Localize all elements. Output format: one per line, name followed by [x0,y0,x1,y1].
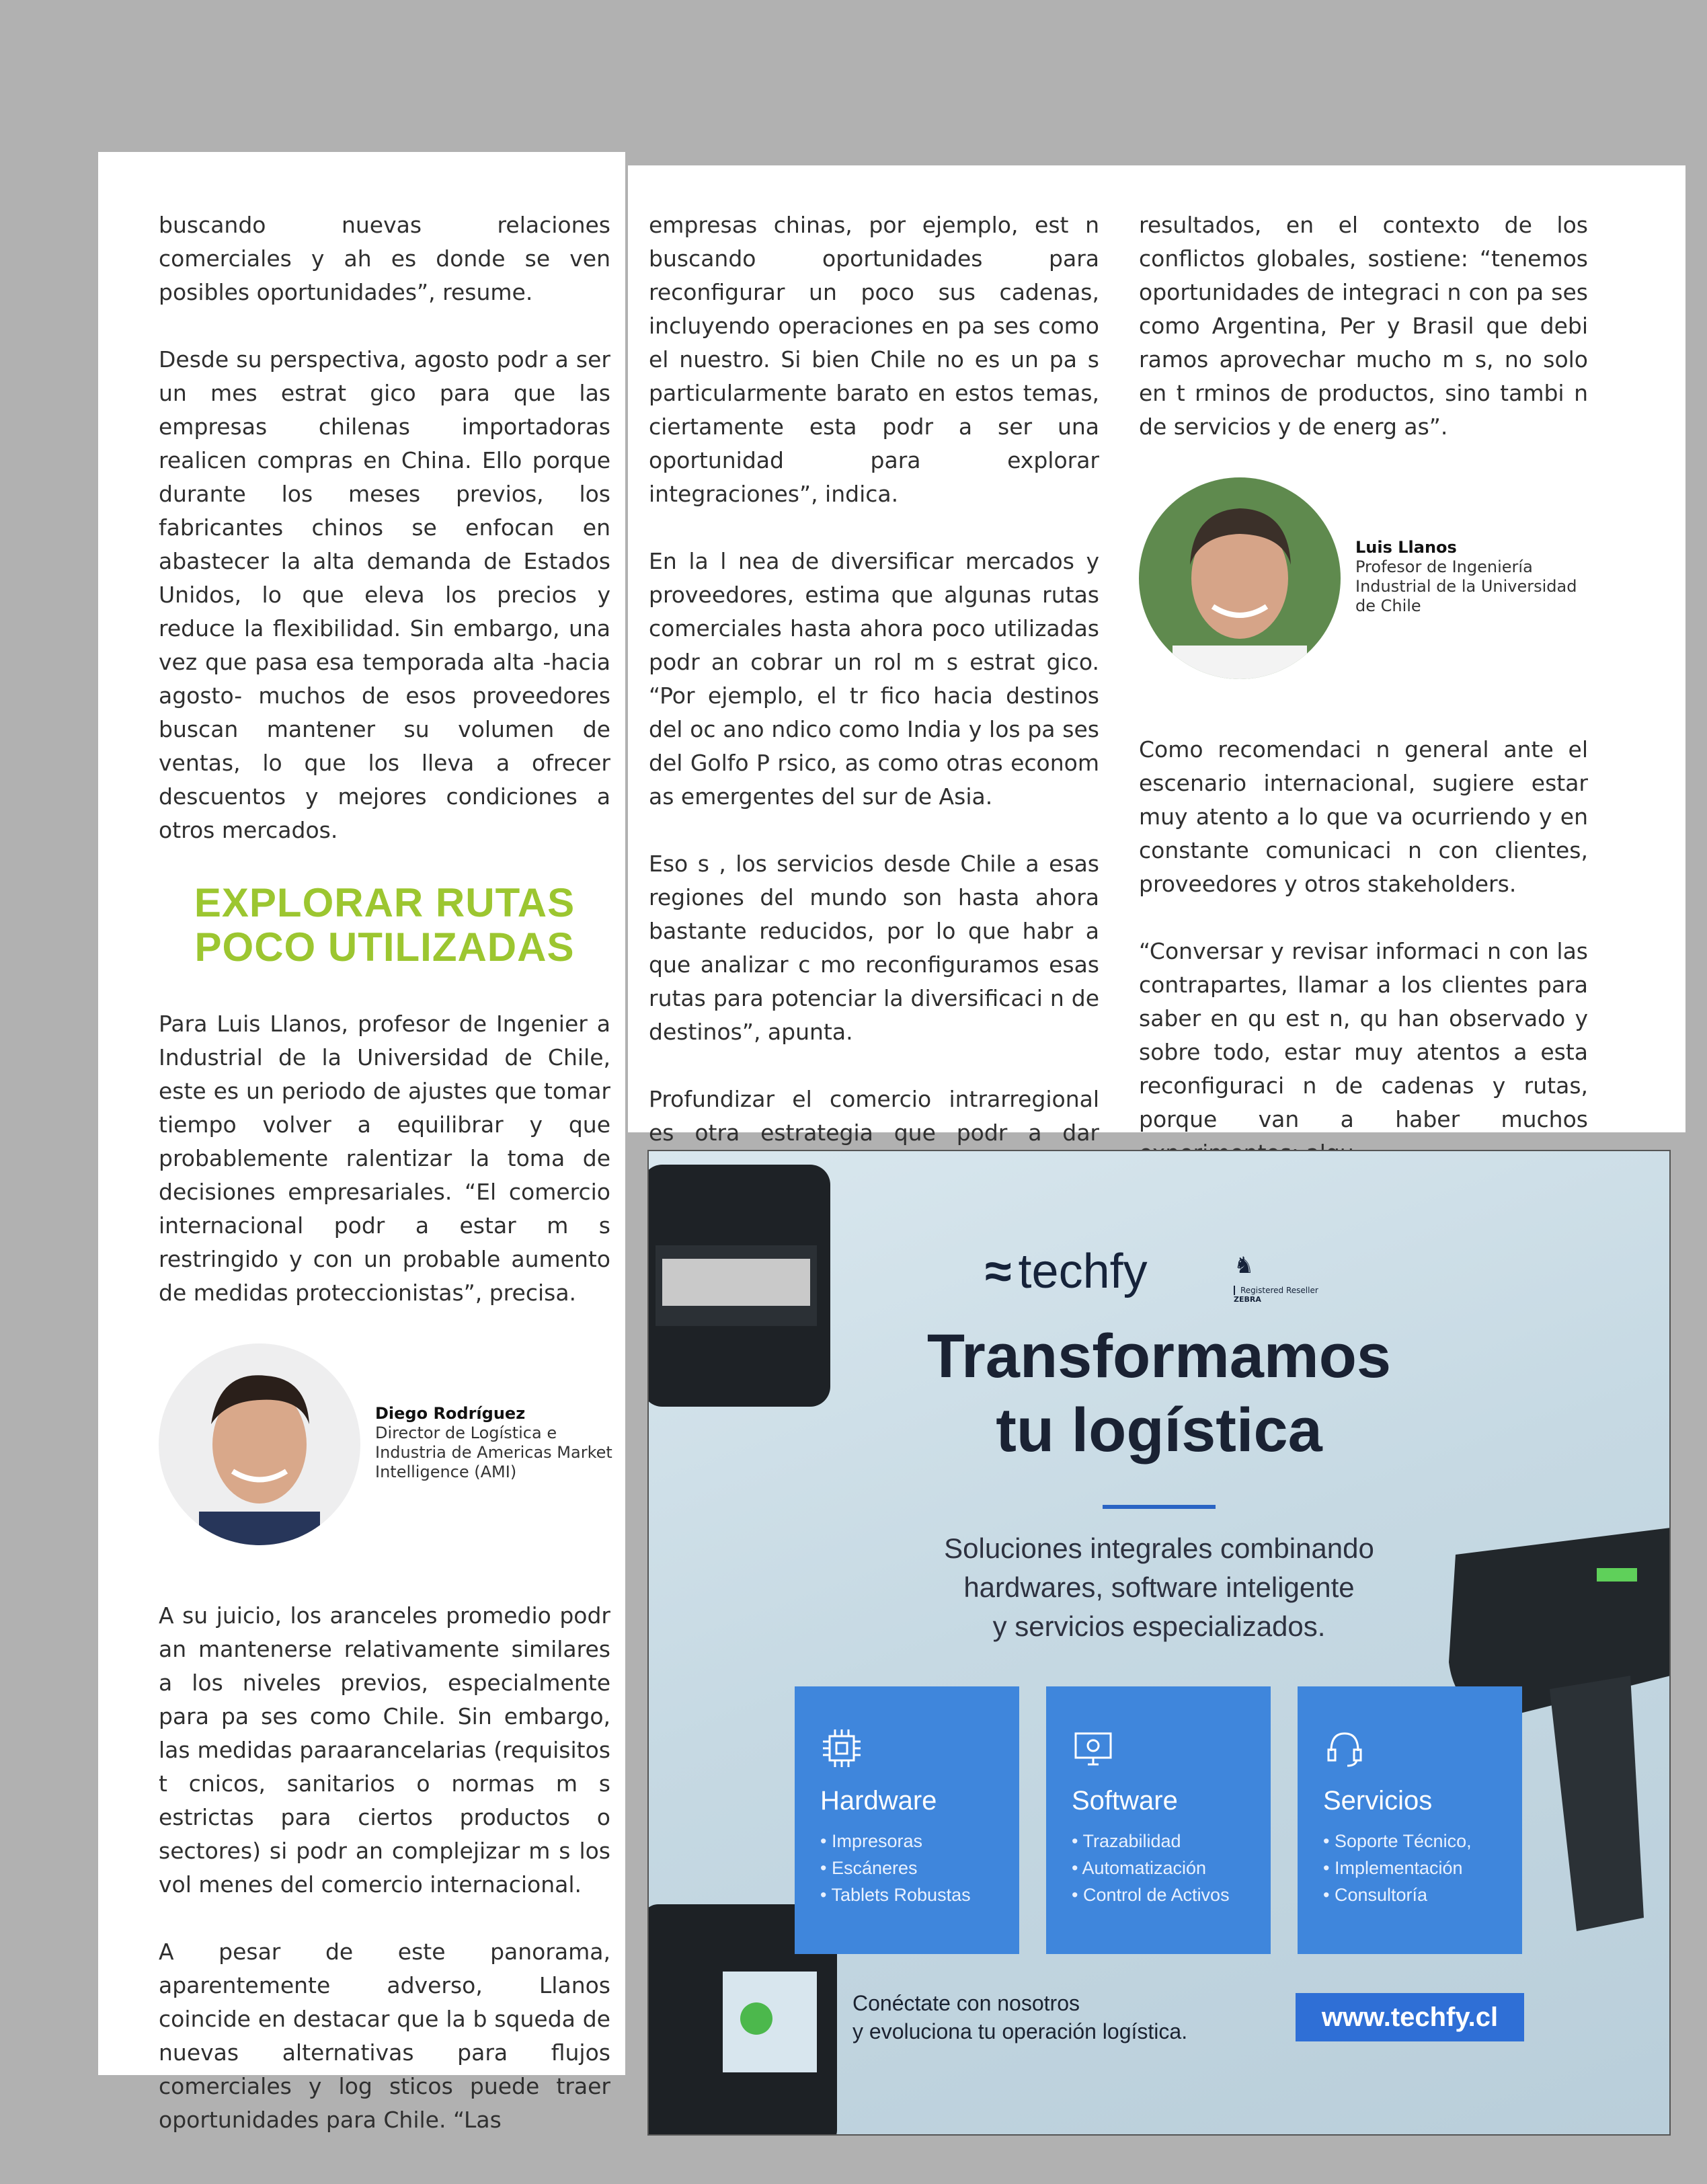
techfy-advertisement [647,1150,1671,2136]
list-item: • Control de Activos [1072,1881,1230,1908]
list-item: • Automatización [1072,1855,1230,1881]
card-list [1323,1828,1472,1908]
paragraph: Profundizar el comercio intrarregional es otra estrategia que podr a dar [649,1086,1099,1146]
list-item: • Trazabilidad [1072,1828,1230,1855]
article-column-2 [649,208,1099,1217]
article-column-1 [159,208,610,2171]
card-hardware [795,1686,1019,1954]
list-item: • Impresoras [820,1828,971,1855]
zebra-logo-icon: ♞ [1234,1252,1255,1279]
card-list [1072,1828,1230,1908]
list-item: • Escáneres [820,1855,971,1881]
paragraph: Como recomendaci n general ante el escenario internacional, sugiere estar muy atento a lo que va ocurriendo y en constante comunicaci n con clientes, proveedores y otros stakeholders. [1139,736,1588,897]
paragraph: empresas chinas, por ejemplo, est n buscando oportunidades para reconfigurar un poco sus cadenas, incluyendo operaciones en pa ses como el nuestro. Si bien Chile no es un pa s particularmente barato en estos temas, ciertamente esta podr a ser una oportunidad para explorar integraciones”, indica. [649,212,1099,507]
profile-diego-rodriguez [159,1343,610,1545]
website-link[interactable]: www.techfy.cl [1296,1993,1524,2041]
card-title: Software [1072,1786,1178,1816]
paragraph: resultados, en el contexto de los conflictos globales, sostiene: “tenemos oportunidades de integraci n con pa ses como Argentina, Per y Brasil que debi ramos aprovechar mucho m s, no solo en t rminos de productos, sino tambi n de servicios y de energ as”. [1139,212,1588,440]
section-heading: EXPLORAR RUTAS POCO UTILIZADAS [194,880,575,970]
paragraph: En la l nea de diversificar mercados y proveedores, estima que algunas rutas comerciales hasta ahora poco utilizadas podr an cobrar un rol m s estrat gico. “Por ejemplo, el tr fico hacia destinos del oc ano ndico como India y los pa ses del Golfo P rsico, as como otras econom as emergentes del sur de Asia. [649,548,1099,810]
techfy-logo: ≈ techfy [985,1245,1148,1298]
article-column-3 [1139,208,1588,1204]
profile-role: Profesor de Ingeniería Industrial de la Universidad de Chile [1355,557,1577,615]
headset-icon [1323,1727,1366,1770]
profile-role: Director de Logística e Industria de Americas Market Intelligence (AMI) [375,1424,612,1481]
profile-name: Diego Rodríguez [375,1404,526,1423]
profile-caption [1355,538,1597,616]
list-item: • Soporte Técnico, [1323,1828,1472,1855]
monitor-gear-icon [1072,1727,1115,1770]
paragraph: Para Luis Llanos, profesor de Ingenier a Industrial de la Universidad de Chile, este es un periodo de ajustes que tomar tiempo volver a equilibrar y que probablemente ralentizar la toma de decisiones empresariales. “El comercio internacional podr a estar m s restringido y con un probable aumento de medidas proteccionistas”, precisa. [159,1011,610,1306]
portrait-photo [159,1343,360,1545]
divider [1103,1505,1216,1509]
ad-headline: Transformamos tu logística [926,1322,1392,1465]
ad-call-to-action: Conéctate con nosotros y evoluciona tu operación logística. [852,1991,1188,2043]
card-list [820,1828,971,1908]
list-item: • Tablets Robustas [820,1881,971,1908]
list-item: • Implementación [1323,1855,1472,1881]
chip-icon [820,1727,863,1770]
ad-subtitle: Soluciones integrales combinando hardwares, software inteligente y servicios especializados. [944,1532,1374,1642]
paragraph: “Conversar y revisar informaci n con las contrapartes, llamar a los clientes para saber en qu est n, qu han observado y sobre todo, estar muy atentos a esta reconfiguraci n de cadenas y rutas, porque van a haber muchos [1139,938,1588,1132]
paragraph: Desde su perspectiva, agosto podr a ser un mes estrat gico para que las empresas chilenas importadoras realicen compras en China. Ello porque durante los meses previos, los fabricantes chinos se enfocan en abastecer la alta demanda de Estados Unidos, lo que eleva los precios y reduce la flexibilidad. Sin embargo, una vez que pasa esa temporada alta -hacia agosto- muchos de esos proveedores buscan mantener su volumen de ventas, lo que los lleva a ofrecer descuentos y mejores condiciones a otros mercados. [159,346,610,843]
paragraph: buscando nuevas relaciones comerciales y ah es donde se ven posibles oportunidades”, resume. [159,212,610,305]
card-title: Servicios [1323,1786,1433,1816]
paragraph: Eso s , los servicios desde Chile a esas regiones del mundo son hasta ahora bastante reducidos, por lo que habr a que analizar c mo reconfiguramos esas rutas para potenciar la diversificaci n de destinos”, apunta. [649,851,1099,1045]
paragraph: A pesar de este panorama, aparentemente adverso, Llanos coincide en destacar que la b squeda de nuevas alternativas para flujos comerciales y log sticos puede traer oportunidades para Chile. “Las [159,1939,610,2133]
portrait-photo [1139,477,1341,679]
zebra-reseller-badge: ♞Registered Reseller ZEBRA [1234,1252,1318,1304]
profile-caption [375,1404,617,1482]
list-item: • Consultoría [1323,1881,1472,1908]
paragraph: A su juicio, los aranceles promedio podr an mantenerse relativamente similares a los niveles previos, especialmente para pa ses como Chile. Sin embargo, las medidas paraarancelarias (requisitos t cnicos, sanitarios o normas m s estrictas para ciertos productos o sectores) si podr an complejizar m s los vol menes del comercio internacional. [159,1602,610,1898]
profile-name: Luis Llanos [1355,538,1457,557]
card-servicios [1298,1686,1522,1954]
card-software [1046,1686,1271,1954]
card-title: Hardware [820,1786,937,1816]
profile-luis-llanos [1139,477,1588,679]
